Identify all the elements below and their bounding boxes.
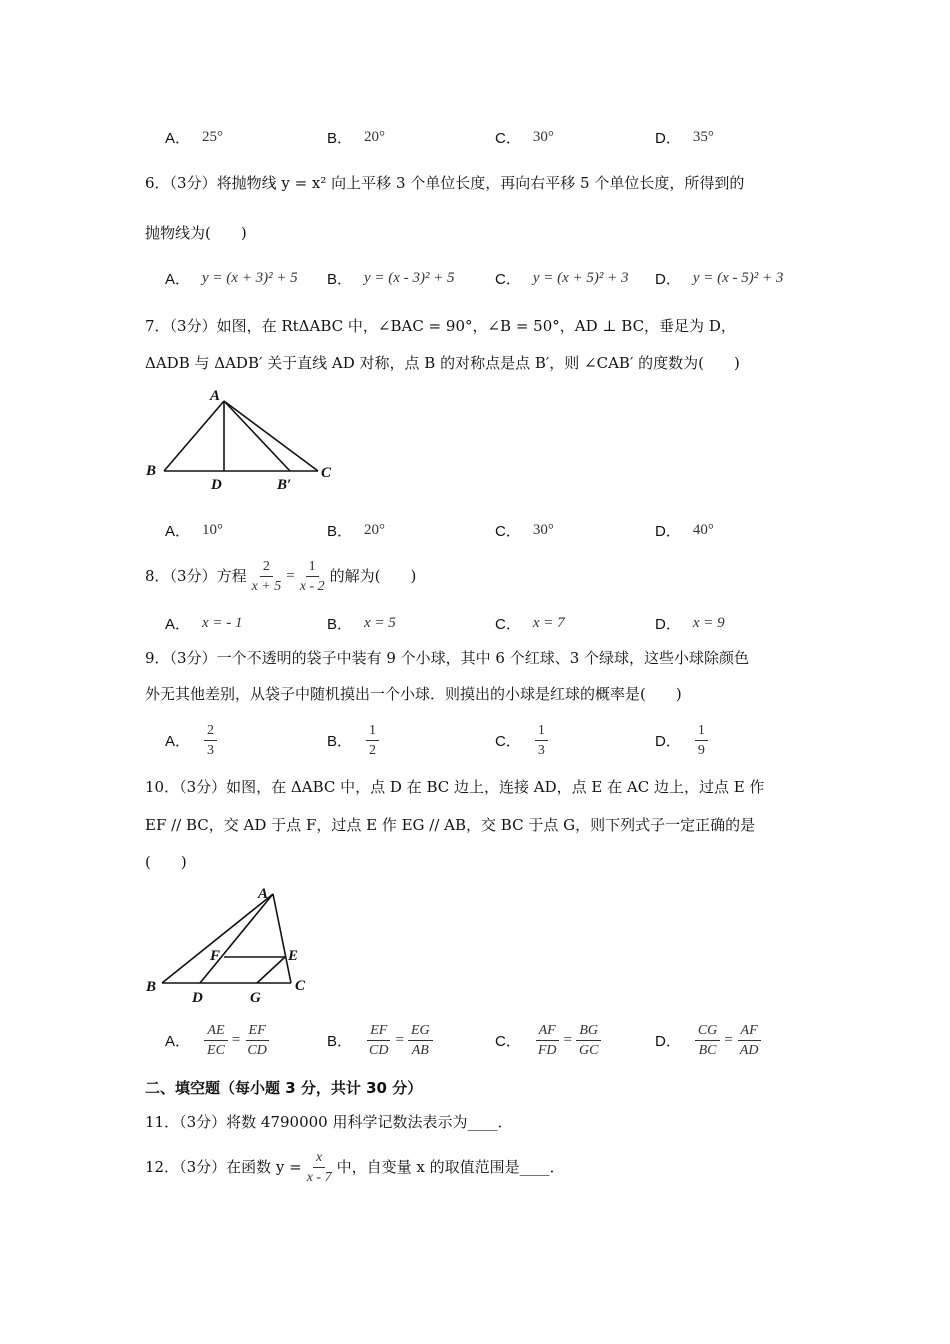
q9-option-d[interactable]: D． $\frac{1}{9}$ [655,720,710,760]
q10-label-f: F [210,948,221,964]
q10-options [145,1020,825,1060]
q9-option-a[interactable]: A． $\frac{2}{3}$ [165,720,219,760]
q6-stem-line1: 6．（3分）将抛物线 y = x² 向上平移 3 个单位长度，再向右平移 5 个单位长度，所得到的 [145,174,745,192]
q10-stem-line2: EF // BC，交 AD 于点 F，过点 E 作 EG // AB，交 BC 于点 G，则下列式子一定正确的是 [145,816,756,834]
q12-stem: 12．（3分）在函数 y = $\frac{x}{x - 7}$ 中，自变量 x 的取值范围是____． [145,1149,565,1185]
q10-segment-ac [273,894,291,983]
q6-options [145,258,825,298]
q10-label-c: C [295,978,306,994]
q12-fraction: $\frac{x}{x - 7}$ [306,1149,332,1185]
q8-option-d[interactable]: D． x = 9 [655,614,725,633]
q11-stem: 11．（3分）将数 4790000 用科学记数法表示为____． [145,1113,513,1131]
q10-label-g: G [250,990,261,1006]
q10-label-d: D [192,990,203,1006]
q10-label-e: E [288,948,299,964]
q10-option-d[interactable]: D． $\frac{CG}{BC}$ = $\frac{AF}{AD}$ [655,1020,763,1060]
section-2-heading: 二、填空题（每小题 3 分，共计 30 分） [145,1079,423,1097]
q8-fraction-left: $\frac{2}{x + 5}$ [251,558,282,594]
q10-figure [140,878,330,1008]
q7-option-c[interactable]: C． 30° [495,521,554,540]
q7-label-a: A [210,388,221,404]
q9-option-c[interactable]: C． $\frac{1}{3}$ [495,720,550,760]
q9-stem-line1: 9．（3分）一个不透明的袋子中装有 9 个小球，其中 6 个红球、3 个绿球，这些小球除颜色 [145,649,750,667]
q6-option-a[interactable]: A． y = (x + 3)² + 5 [165,269,298,288]
q6-stem-line2: 抛物线为( ) [145,224,247,242]
q7-figure [140,385,350,495]
q10-segment-ad [200,894,273,983]
q8-fraction-right: $\frac{1}{x - 2}$ [299,558,325,594]
q5-option-d[interactable]: D． 35° [655,128,714,147]
q10-label-a: A [258,886,269,902]
q6-option-b[interactable]: B． y = (x - 3)² + 5 [327,269,455,288]
q7-stem-line2: ΔADB 与 ΔADB′ 关于直线 AD 对称，点 B 的对称点是点 B′，则 ∠CAB′ 的度数为( ) [145,354,740,372]
q7-option-a[interactable]: A． 10° [165,521,224,540]
q10-label-b: B [146,979,157,995]
q5-option-b[interactable]: B． 20° [327,128,386,147]
q7-options [145,510,825,550]
q10-stem-line3: ( ) [145,853,187,871]
q7-stem-line1: 7．（3分）如图，在 RtΔABC 中，∠BAC = 90°，∠B = 50°，AD ⊥ BC，垂足为 D， [145,317,736,335]
q7-segment-ab1 [224,401,290,471]
q8-stem: 8．（3分）方程 $\frac{2}{x + 5}$ = $\frac{1}{x - 2}$ 的解为( ) [145,558,417,594]
q10-option-a[interactable]: A． $\frac{AE}{EC}$ = $\frac{EF}{CD}$ [165,1022,267,1058]
q10-segment-ab [162,894,273,983]
q10-stem-line1: 10．（3分）如图，在 ΔABC 中，点 D 在 BC 边上，连接 AD，点 E 在 AC 边上，过点 E 作 [145,778,765,796]
q7-label-c: C [321,465,332,481]
q8-options [145,603,825,643]
q7-option-b[interactable]: B． 20° [327,521,386,540]
q7-segment-ab [164,401,224,471]
q6-option-d[interactable]: D． y = (x - 5)² + 3 [655,269,784,288]
q9-option-b[interactable]: B． $\frac{1}{2}$ [327,720,381,760]
q9-stem-line2: 外无其他差别，从袋子中随机摸出一个小球．则摸出的小球是红球的概率是( ) [145,685,682,703]
q5-option-a[interactable]: A． 25° [165,128,224,147]
q7-label-b: B [146,463,157,479]
q7-label-d: D [211,477,222,493]
q10-segment-eg [257,957,285,983]
q5-options [145,117,825,157]
q8-option-c[interactable]: C． x = 7 [495,614,565,633]
q8-option-b[interactable]: B． x = 5 [327,614,396,633]
q7-label-b1: B′ [277,477,292,493]
q9-options [145,720,825,760]
q5-option-c[interactable]: C． 30° [495,128,554,147]
q10-option-b[interactable]: B． $\frac{EF}{CD}$ = $\frac{EG}{AB}$ [327,1020,435,1060]
q7-option-d[interactable]: D． 40° [655,521,714,540]
q8-option-a[interactable]: A． x = - 1 [165,614,243,633]
q7-segment-ac [224,401,318,471]
q10-option-c[interactable]: C． $\frac{AF}{FD}$ = $\frac{BG}{GC}$ [495,1020,603,1060]
q6-option-c[interactable]: C． y = (x + 5)² + 3 [495,269,629,288]
